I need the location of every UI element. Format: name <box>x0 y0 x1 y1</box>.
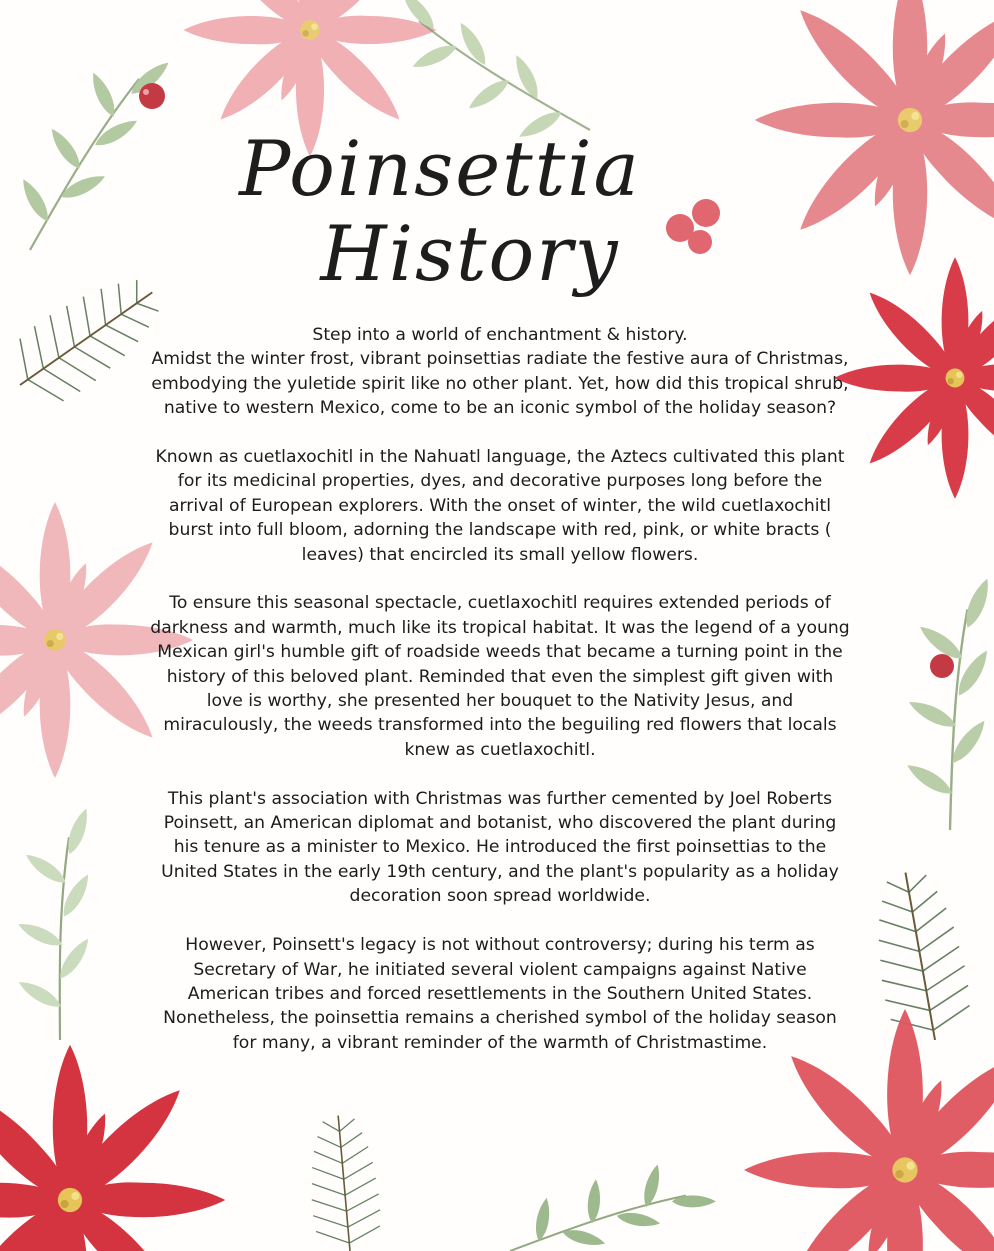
page-title <box>200 95 680 330</box>
leaf-sprig-icon <box>0 804 131 1046</box>
berry-icon <box>930 654 954 678</box>
title-line-2: History <box>320 209 620 298</box>
title-block <box>200 95 680 330</box>
sprig-top-left <box>0 25 175 274</box>
paragraph-2: Known as cuetlaxochitl in the Nahuatl language, the Aztecs cultivated this plant for its medicinal properties, dyes, and decorative purposes long before the arrival of European explorers. With the onset of winter, the wild cuetlaxochitl burst into full bloom, adorning the landscape with red, pink, or white bracts ( leaves) that encircled its small yellow flowers. <box>155 447 845 565</box>
poinsettia-flower-icon <box>755 0 994 275</box>
berry-icon <box>139 83 165 109</box>
paragraph-3: To ensure this seasonal spectacle, cuetlaxochitl requires extended periods of darkness and warmth, much like its tropical habitat. It was the legend of a young Mexican girl's humble gift of roadside weeds that became a turning point in the history of this beloved plant. Reminded that even the simplest gift given with love is worthy, she presented her bouquet to the Nativity Jesus, and miraculously, the weeds transformed into the beguiling red flowers that locals knew as cuetlaxochitl. <box>150 593 850 760</box>
pine-sprig-icon <box>0 260 175 418</box>
paragraph-1: Amidst the winter frost, vibrant poinsettias radiate the festive aura of Christmas, embodying the yuletide spirit like no other plant. Yet, how did this tropical shrub, native to western Mexico, come to be an iconic symbol of the holiday season? <box>151 349 849 419</box>
intro-line: Step into a world of enchantment & history. <box>312 325 688 345</box>
body-text <box>150 323 850 1080</box>
leaf-sprig-icon <box>494 1121 721 1251</box>
paragraph-4: This plant's association with Christmas was further cemented by Joel Roberts Poinsett, an American diplomat and botanist, who discovered the plant during his tenure as a minister to Mexico. He introduced the first poinsettias to the United States in the early 19th century, and the plant's popularity as a holiday decoration soon spread worldwide. <box>161 788 839 907</box>
paragraph-5: However, Poinsett's legacy is not without controversy; during his term as Secretary of War, he initiated several violent campaigns against Native American tribes and forced resettlements in the Southern United States. Nonetheless, the poinsettia remains a cherished symbol of the holiday season for many, a vibrant reminder of the warmth of Christmastime. <box>163 935 837 1053</box>
title-line-1: Poinsettia <box>239 124 641 213</box>
poinsettia-flower-icon <box>834 257 994 499</box>
leaf-sprig-icon <box>878 574 994 835</box>
pine-sprig-icon <box>864 865 976 1047</box>
pine-sprig-icon <box>305 1113 384 1251</box>
